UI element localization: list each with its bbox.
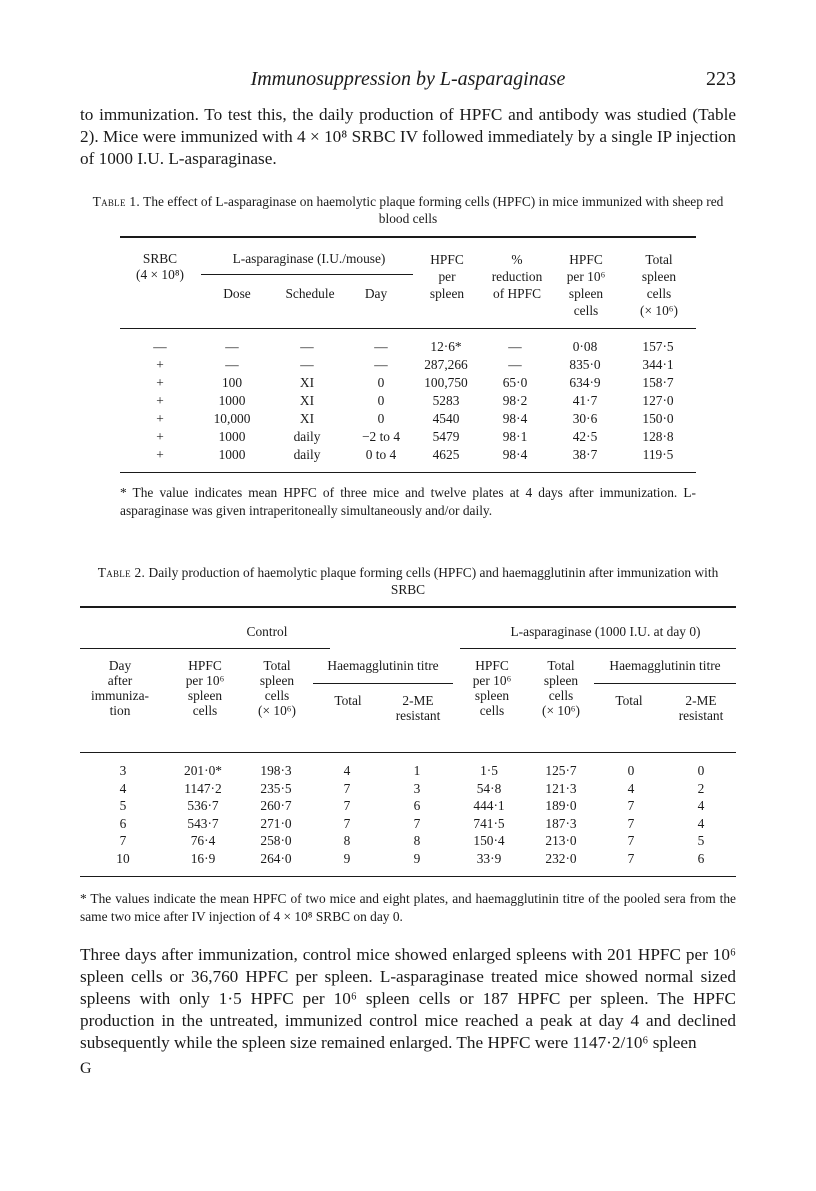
table-cell: 213·0 — [545, 833, 577, 848]
t1-col-hpfc-106: HPFC per 10⁶ spleen cells — [566, 252, 606, 318]
t1-col-schedule: Schedule — [285, 286, 335, 301]
table-cell: 4540 — [432, 411, 460, 426]
t2-col-total-lasp: Total spleen cells (× 10⁶) — [542, 658, 580, 718]
table-cell: 9 — [343, 850, 351, 866]
table1-label: Table 1. — [92, 194, 141, 209]
table2-header-rule — [80, 752, 736, 753]
table-cell: 8 — [413, 833, 421, 848]
table1-body — [120, 338, 696, 464]
t2-col-hpfc-control: HPFC per 10⁶ spleen cells — [185, 658, 225, 718]
table1-header — [120, 251, 696, 323]
table-cell: 9 — [413, 850, 421, 866]
table1-bottom-rule — [120, 472, 696, 473]
table-row — [120, 338, 696, 356]
t2-group-lasp: L-asparaginase (1000 I.U. at day 0) — [510, 624, 701, 639]
table-cell: 0·08 — [572, 339, 598, 354]
table-cell: 119·5 — [642, 447, 674, 462]
table2-top-rule — [80, 606, 736, 608]
table-cell: 4 — [119, 780, 127, 796]
table-cell: 33·9 — [476, 850, 502, 866]
table-cell: 5 — [697, 833, 705, 848]
table-cell: 7 — [343, 798, 351, 813]
table-row — [80, 762, 736, 780]
table-cell: — — [508, 339, 522, 354]
table-cell: daily — [293, 447, 321, 462]
table-cell: 1·5 — [480, 763, 498, 778]
t1-group-lasp: L-asparaginase (I.U./mouse) — [232, 251, 386, 266]
table-cell: 198·3 — [260, 763, 292, 778]
table-cell: 0 — [377, 393, 385, 408]
table1-caption-text: The effect of L-asparaginase on haemolytic plaque forming cells (HPFC) in mice immunized with sheep red blood cells — [143, 194, 724, 226]
table-cell: 7 — [343, 815, 351, 831]
table-cell: 150·4 — [473, 833, 505, 848]
signature-mark: G — [80, 1060, 92, 1077]
t2-col-total-control: Total spleen cells (× 10⁶) — [258, 658, 296, 718]
table-cell: — — [374, 339, 388, 354]
table-cell: — — [225, 339, 239, 354]
table-cell: 1000 — [218, 429, 246, 444]
table-cell: 100,750 — [424, 375, 468, 390]
table-row — [80, 850, 736, 868]
table-cell: 0 to 4 — [365, 447, 397, 462]
table-cell: 6 — [697, 850, 705, 866]
table-cell: 7 — [627, 833, 635, 848]
table-cell: — — [225, 357, 239, 372]
table-cell: 157·5 — [642, 339, 674, 354]
table-cell: + — [156, 411, 164, 426]
table-cell: 260·7 — [260, 798, 292, 813]
t2-col-haem-2me-control: 2-ME resistant — [395, 693, 441, 723]
table-cell: 7 — [343, 780, 351, 796]
table-cell: 76·4 — [190, 833, 216, 848]
table-cell: 41·7 — [572, 393, 598, 408]
table-cell: 100 — [221, 375, 243, 390]
running-header — [0, 68, 816, 98]
table-cell: 2 — [697, 780, 705, 796]
table-cell: XI — [299, 393, 315, 408]
table-cell: 634·9 — [569, 375, 601, 390]
table1-footnote: * The value indicates mean HPFC of three mice and twelve plates at 4 days after immunization. L-asparaginase was given intraperitoneally simultaneously and/or daily. — [120, 485, 696, 518]
table-cell: 287,266 — [424, 357, 468, 372]
table-cell: 30·6 — [572, 411, 598, 426]
table-cell: 344·1 — [642, 357, 674, 372]
table-cell: 271·0 — [260, 815, 292, 831]
table-cell: 10 — [116, 850, 130, 866]
table-cell: 741·5 — [473, 815, 505, 831]
table-cell: 127·0 — [642, 393, 674, 408]
table-cell: 158·7 — [642, 375, 674, 390]
table-cell: 543·7 — [187, 815, 219, 831]
table-cell: 189·0 — [545, 798, 577, 813]
table-cell: 8 — [343, 833, 351, 848]
table2-footnote: * The values indicate the mean HPFC of two mice and eight plates, and haemagglutinin titre of the pooled sera from the same two mice after IV injection of 4 × 10⁸ SRBC on day 0. — [80, 891, 736, 924]
table-row — [120, 428, 696, 446]
t2-col-haem-2me-lasp: 2-ME resistant — [678, 693, 724, 723]
table-cell: 1000 — [218, 393, 246, 408]
closing-paragraph: Three days after immunization, control mice showed enlarged spleens with 201 HPFC per 10⁶ spleen cells or 36,760 HPFC per spleen. L-asparaginase treated mice showed normal sized spleens with only 1·5 HPFC per 10⁶ spleen cells or 187 HPFC per spleen. The HPFC production in the untreated, immunized control mice reached a peak at day 4 and declined subsequently while the spleen size remained enlarged. The HPFC were 1147·2/10⁶ spleen — [80, 945, 736, 1052]
t2-col-hpfc-lasp: HPFC per 10⁶ spleen cells — [472, 658, 512, 718]
table-cell: 232·0 — [545, 850, 577, 866]
t1-col-total: Total spleen cells (× 10⁶) — [640, 252, 678, 318]
table-cell: XI — [299, 375, 315, 390]
table-cell: 12·6* — [430, 339, 462, 354]
table-row — [120, 356, 696, 374]
table-cell: 5283 — [432, 393, 460, 408]
t1-col-srbc: SRBC (4 × 10⁸) — [136, 251, 184, 282]
table-cell: 7 — [627, 798, 635, 813]
intro-paragraph: to immunization. To test this, the daily production of HPFC and antibody was studied (Table 2). Mice were immunized with 4 × 10⁸ SRBC IV followed immediately by a single IP injection of 1000 I.U. L-asparaginase. — [80, 105, 736, 168]
table-cell: 1000 — [218, 447, 246, 462]
table-cell: 7 — [119, 833, 127, 848]
table-cell: 6 — [413, 798, 421, 813]
table-cell: — — [508, 357, 522, 372]
table-cell: 4 — [343, 763, 351, 778]
table-cell: 1147·2 — [184, 780, 222, 796]
table1-caption — [90, 193, 726, 227]
table-cell: 835·0 — [569, 357, 601, 372]
table-cell: + — [156, 429, 164, 444]
running-title: Immunosuppression by L-asparaginase — [250, 68, 566, 90]
table-row — [120, 410, 696, 428]
table-cell: 201·0* — [184, 763, 222, 778]
table-cell: 98·4 — [502, 411, 528, 426]
table-row — [120, 446, 696, 464]
t2-col-day: Day after immuniza- tion — [90, 658, 149, 718]
table-row — [80, 832, 736, 850]
t2-col-haem-total-lasp: Total — [615, 693, 643, 708]
t2-col-haem-lasp: Haemagglutinin titre — [609, 658, 721, 673]
table2-label: Table 2. — [97, 565, 146, 580]
t2-group-control: Control — [246, 624, 288, 639]
table-cell: 0 — [377, 411, 385, 426]
table-cell: + — [156, 357, 164, 372]
table1-top-rule — [120, 236, 696, 238]
table-cell: + — [156, 447, 164, 462]
table-row — [80, 797, 736, 815]
table-cell: 98·4 — [502, 447, 528, 462]
table-cell: + — [156, 393, 164, 408]
table-cell: 5 — [119, 798, 127, 813]
table-row — [80, 815, 736, 833]
table-cell: 121·3 — [545, 780, 577, 796]
table-cell: — — [300, 339, 314, 354]
table-row — [120, 374, 696, 392]
table-cell: 38·7 — [572, 447, 598, 462]
table1-header-rule — [120, 328, 696, 329]
table-cell: 42·5 — [572, 429, 598, 444]
table-cell: 235·5 — [260, 780, 292, 796]
page-number: 223 — [706, 68, 736, 90]
t2-col-haem-total-control: Total — [334, 693, 362, 708]
table-cell: 7 — [627, 815, 635, 831]
table2-caption — [80, 564, 736, 598]
table-cell: 10,000 — [213, 411, 251, 426]
table-cell: 16·9 — [190, 850, 216, 866]
table-cell: + — [156, 375, 164, 390]
table-cell: 0 — [697, 763, 705, 778]
table-cell: — — [153, 339, 167, 354]
table-cell: daily — [293, 429, 321, 444]
t1-col-hpfc-spleen: HPFC per spleen — [429, 252, 465, 301]
table-cell: 6 — [119, 815, 127, 831]
t1-col-dose: Dose — [223, 286, 251, 301]
table-cell: 98·1 — [502, 429, 528, 444]
table-cell: XI — [299, 411, 315, 426]
table2-header — [80, 624, 736, 750]
table-cell: 98·2 — [502, 393, 528, 408]
table-cell: — — [374, 357, 388, 372]
table-cell: 65·0 — [502, 375, 528, 390]
t2-col-haem-control: Haemagglutinin titre — [327, 658, 439, 673]
table-cell: 1 — [413, 763, 421, 778]
table-cell: 4 — [627, 780, 635, 796]
table-cell: 54·8 — [476, 780, 502, 796]
table-row — [120, 392, 696, 410]
table-cell: 264·0 — [260, 850, 292, 866]
table-cell: 5479 — [432, 429, 460, 444]
table2-caption-text: Daily production of haemolytic plaque forming cells (HPFC) and haemagglutinin after immunization with SRBC — [148, 565, 719, 597]
table-cell: 3 — [413, 780, 421, 796]
table-cell: 125·7 — [545, 763, 577, 778]
table-cell: 7 — [413, 815, 421, 831]
table-cell: 0 — [627, 763, 635, 778]
t1-col-reduction: % reduction of HPFC — [491, 252, 543, 301]
table-cell: 0 — [377, 375, 385, 390]
table2-body — [80, 762, 736, 867]
table-cell: 128·8 — [642, 429, 674, 444]
table-cell: 536·7 — [187, 798, 219, 813]
table-cell: 4 — [697, 815, 705, 831]
t1-col-day: Day — [364, 286, 388, 301]
table-cell: −2 to 4 — [361, 429, 401, 444]
table-cell: 258·0 — [260, 833, 292, 848]
table-cell: 150·0 — [642, 411, 674, 426]
table-cell: 4625 — [432, 447, 460, 462]
table-row — [80, 780, 736, 798]
table-cell: — — [300, 357, 314, 372]
table2-bottom-rule — [80, 876, 736, 877]
table-cell: 187·3 — [545, 815, 577, 831]
table-cell: 3 — [119, 763, 127, 778]
table-cell: 7 — [627, 850, 635, 866]
table-cell: 444·1 — [473, 798, 505, 813]
table-cell: 4 — [697, 798, 705, 813]
